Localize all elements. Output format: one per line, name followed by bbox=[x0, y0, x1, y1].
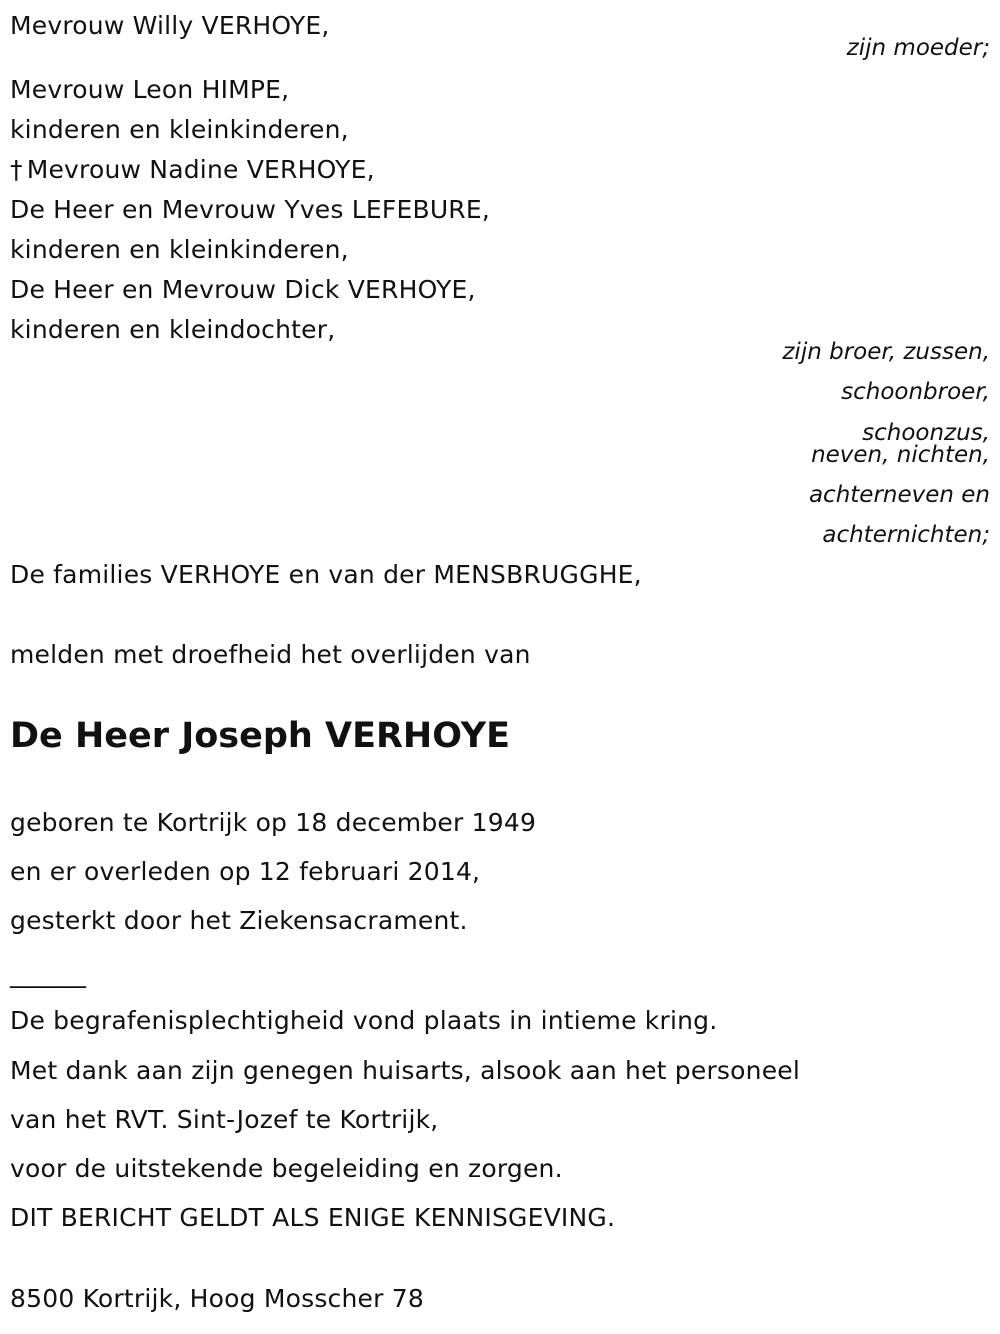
siblings-relation-2: schoonbroer, bbox=[841, 379, 990, 405]
closing-line-5: DIT BERICHT GELDT ALS ENIGE KENNISGEVING. bbox=[10, 1203, 616, 1232]
mother-name: Mevrouw Willy VERHOYE, bbox=[10, 11, 330, 40]
sibling-line-5: kinderen en kleinkinderen, bbox=[10, 235, 349, 264]
closing-line-1: De begrafenisplechtigheid vond plaats in intieme kring. bbox=[10, 1006, 718, 1035]
sibling-line-3 bbox=[10, 154, 375, 186]
sibling-line-2: kinderen en kleinkinderen, bbox=[10, 115, 349, 144]
sibling-line-6: De Heer en Mevrouw Dick VERHOYE, bbox=[10, 275, 476, 304]
separator-line: ______ bbox=[10, 959, 87, 988]
sibling-line-4: De Heer en Mevrouw Yves LEFEBURE, bbox=[10, 195, 491, 224]
siblings-relation-1: zijn broer, zussen, bbox=[782, 339, 990, 365]
announcement-text: melden met droefheid het overlijden van bbox=[10, 640, 531, 669]
siblings-relation-4: neven, nichten, bbox=[811, 442, 990, 468]
birth-details: geboren te Kortrijk op 18 december 1949 bbox=[10, 808, 537, 837]
families-line: De families VERHOYE en van der MENSBRUGGHE, bbox=[10, 560, 642, 589]
siblings-relation-5: achterneven en bbox=[808, 482, 990, 508]
sibling-deceased-name: Mevrouw Nadine VERHOYE, bbox=[26, 155, 375, 184]
closing-line-4: voor de uitstekende begeleiding en zorgen. bbox=[10, 1154, 563, 1183]
siblings-relation-3: schoonzus, bbox=[862, 420, 990, 446]
deceased-name: De Heer Joseph VERHOYE bbox=[10, 716, 510, 756]
mother-relation: zijn moeder; bbox=[846, 35, 990, 61]
cross-icon: † bbox=[10, 155, 23, 184]
address-line: 8500 Kortrijk, Hoog Mosscher 78 bbox=[10, 1284, 424, 1313]
sacrament-details: gesterkt door het Ziekensacrament. bbox=[10, 906, 468, 935]
sibling-line-1: Mevrouw Leon HIMPE, bbox=[10, 75, 290, 104]
closing-line-3: van het RVT. Sint-Jozef te Kortrijk, bbox=[10, 1105, 439, 1134]
closing-line-2: Met dank aan zijn genegen huisarts, alsook aan het personeel bbox=[10, 1056, 801, 1085]
siblings-relation-6: achternichten; bbox=[822, 522, 990, 548]
death-details: en er overleden op 12 februari 2014, bbox=[10, 857, 481, 886]
sibling-line-7: kinderen en kleindochter, bbox=[10, 315, 336, 344]
